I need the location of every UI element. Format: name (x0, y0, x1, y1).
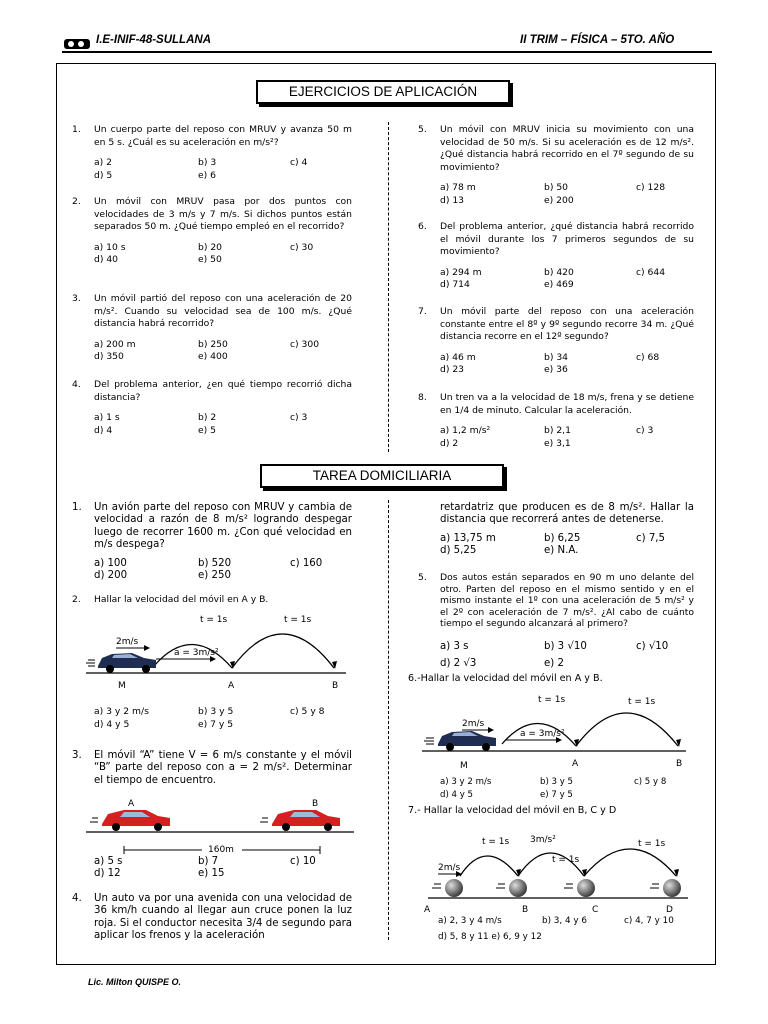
label-carB: B (312, 799, 319, 809)
section-title-homework: TAREA DOMICILIARIA (260, 464, 504, 488)
label-carA: A (128, 799, 135, 809)
figure-car-motion-2 (420, 688, 690, 774)
homework-7: 7.- Hallar la velocidad del móvil en B, C y D (408, 805, 617, 816)
homework-3-options: a) 5 s b) 7 c) 10 d) 12 e) 15 (94, 856, 316, 880)
section-title-exercises: EJERCICIOS DE APLICACIÓN (256, 80, 510, 104)
label-f7-A: A (424, 905, 431, 915)
exercise-2: 2. Un móvil con MRUV pasa por dos puntos con velocidades de 3 m/s y 7 m/s. Si dichos puntos están separados 50 m. ¿Qué tiempo empleó en el recorrido? a) 10 s b) 20 c) 30 d) 40 e) 50 (72, 196, 352, 266)
label-f7-t2: t = 1s (552, 855, 580, 865)
label-t2: t = 1s (628, 697, 656, 707)
trajectory-arc-2 (232, 634, 334, 668)
figure-car-motion (84, 608, 364, 694)
label-acc: a = 3m/s² (520, 729, 565, 739)
homework-6-options: a) 3 y 2 m/s b) 3 y 5 c) 5 y 8 d) 4 y 5 e) 7 y 5 (440, 777, 667, 800)
label-distance: 160m (208, 845, 234, 855)
column-divider (388, 122, 389, 452)
header-rule (62, 51, 712, 53)
column-divider-2 (388, 500, 389, 940)
homework-6: 6.-Hallar la velocidad del móvil en A y B. (408, 673, 603, 684)
label-f7-D: D (666, 905, 673, 915)
footer-author: Lic. Milton QUISPE O. (88, 977, 182, 987)
header-school: I.E-INIF-48-SULLANA (96, 34, 211, 46)
ball-c-icon (577, 879, 595, 897)
label-v0: 2m/s (462, 719, 485, 729)
ball-a-icon (445, 879, 463, 897)
ball-b-icon (509, 879, 527, 897)
label-acc: a = 3m/s² (174, 648, 219, 658)
car-icon (98, 653, 156, 673)
exercise-8: 8. Un tren va a la velocidad de 18 m/s, frena y se detiene en 1/4 de minuto. Calcular la aceleración. a) 1,2 m/s² b) 2,1 c) 3 d) 2 e) 3,1 (418, 392, 694, 449)
label-v0: 2m/s (116, 637, 139, 647)
label-M: M (460, 761, 468, 771)
header-course: II TRIM – FÍSICA – 5TO. AÑO (520, 34, 675, 46)
homework-2-options: a) 3 y 2 m/s b) 3 y 5 c) 5 y 8 d) 4 y 5 e) 7 y 5 (94, 706, 325, 730)
label-B: B (332, 681, 339, 691)
homework-3: 3. El móvil “A” tiene V = 6 m/s constante y el móvil “B” parte del reposo con a = 2 m/s². Determinar el tiempo de encuentro. (72, 750, 352, 786)
label-f7-v: 2m/s (438, 863, 461, 873)
exercise-1: 1. Un cuerpo parte del reposo con MRUV y avanza 50 m en 5 s. ¿Cuál es su aceleración en m/s²? a) 2 b) 3 c) 4 d) 5 e) 6 (72, 124, 352, 181)
label-t1: t = 1s (538, 695, 566, 705)
exercise-4: 4. Del problema anterior, ¿en qué tiempo recorrió dicha distancia? a) 1 s b) 2 c) 3 d) 4 e) 5 (72, 379, 352, 436)
exercise-6: 6. Del problema anterior, ¿qué distancia habrá recorrido el móvil durante los 7 primeros segundos de su movimiento? a) 294 m b) 420 c) 644 d) 714 e) 469 (418, 221, 694, 291)
car-icon (438, 731, 496, 751)
car-a-icon (102, 810, 170, 831)
car-b-icon (272, 810, 340, 831)
homework-4: 4. Un auto va por una avenida con una velocidad de 36 km/h cuando al llegar aun cruce ponen la luz roja. Si el conductor necesita 3/4 de segundo para aplicar los frenos y la aceleración (72, 893, 352, 942)
homework-4-continued: retardatriz que producen es de 8 m/s². Hallar la distancia que recorrerá antes de detenerse. a) 13,75 m b) 6,25 c) 7,5 d) 5,25 e) N.A. (440, 502, 694, 557)
figure-two-cars (84, 794, 364, 854)
label-f7-C: C (592, 905, 599, 915)
label-f7-B: B (522, 905, 529, 915)
label-f7-t1: t = 1s (482, 837, 510, 847)
label-t2: t = 1s (284, 615, 312, 625)
ball-d-icon (663, 879, 681, 897)
label-B: B (676, 759, 683, 769)
exercise-7: 7. Un móvil parte del reposo con una aceleración constante entre el 8º y 9º segundo recorre 34 m. ¿Qué distancia recorre en el 12º segundo? a) 46 m b) 34 c) 68 d) 23 e) 36 (418, 306, 694, 376)
label-f7-acc: 3m/s² (530, 835, 556, 845)
homework-1: 1. Un avión parte del reposo con MRUV y cambia de velocidad a razón de 8 m/s² logrando despegar luego de recorrer 1600 m. ¿Con qué velocidad en m/s despega? a) 100 b) 520 c) 160 d) 200 e) 250 (72, 502, 352, 582)
label-f7-t3: t = 1s (638, 839, 666, 849)
exercise-5: 5. Un móvil con MRUV inicia su movimiento con una velocidad de 50 m/s. Si su aceleración es de 12 m/s². ¿Qué distancia habrá recorrido en el 7º segundo de su movimiento? a) 78 m b) 50 c) 128 d) 13 e) 200 (418, 124, 694, 206)
homework-2: 2. Hallar la velocidad del móvil en A y B. (72, 594, 269, 605)
label-A: A (228, 681, 235, 691)
label-A: A (572, 759, 579, 769)
figure-ball-motion (426, 822, 692, 914)
label-t1: t = 1s (200, 615, 228, 625)
homework-7-options: a) 2, 3 y 4 m/s b) 3, 4 y 6 c) 4, 7 y 10 d) 5, 8 y 11 e) 6, 9 y 12 (438, 916, 674, 942)
label-M: M (118, 681, 126, 691)
exercise-3: 3. Un móvil partió del reposo con una aceleración de 20 m/s². Cuando su velocidad sea de 100 m/s. ¿Qué distancia habrá recorrido? a) 200 m b) 250 c) 300 d) 350 e) 400 (72, 293, 352, 363)
speed-lines-icon (86, 660, 95, 666)
homework-5: 5. Dos autos están separados en 90 m uno delante del otro. Parten del reposo en el mismo sentido y en el mismo instante el 1º con una aceleración de 5 m/s² y el 2º con aceleración de 7 m/s². ¿Al cabo de cuánto tiempo el segundo alcanzará al primero? a) 3 s b) 3 √10 c) √10 d) 2 √3 e) 2 (418, 572, 694, 669)
